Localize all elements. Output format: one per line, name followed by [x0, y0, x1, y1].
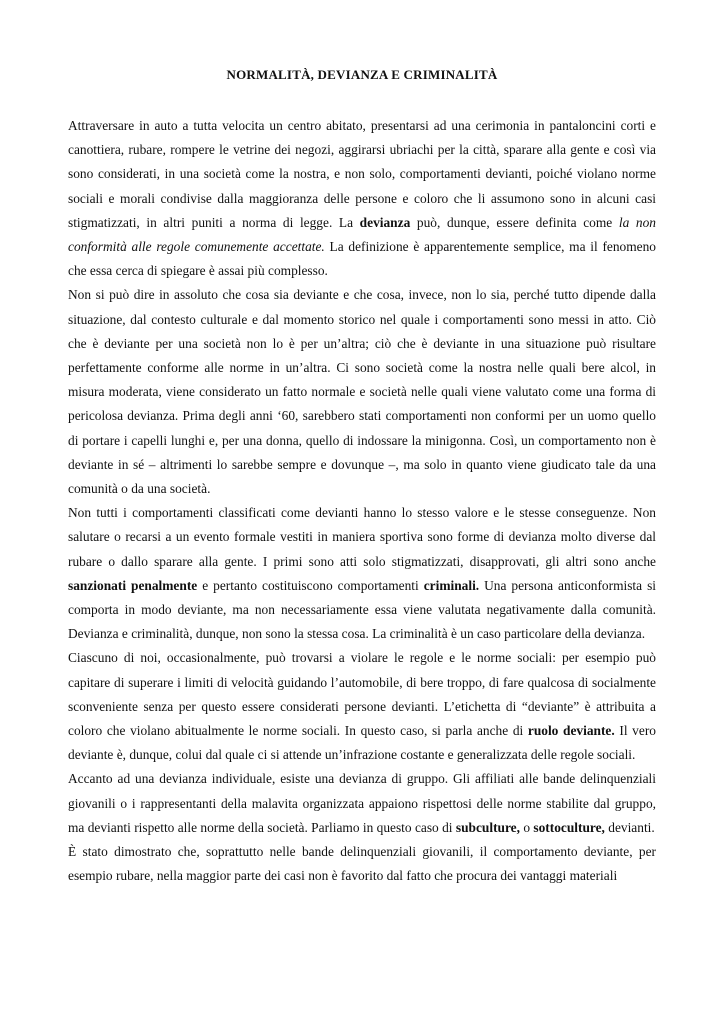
text-run: Accanto ad una devianza individuale, esiste una devianza di gruppo. Gli affiliati alle bande delinquenziali giovanili o i rappresentanti della malavita organizzata appaiono rispettosi delle norme stabilite dal gruppo, ma devianti rispetto alle norme della società. Parliamo in questo caso di: [68, 771, 656, 835]
bold-term: subculture,: [455, 819, 520, 835]
paragraph: [68, 501, 656, 646]
text-run: devianti.: [604, 819, 655, 835]
paragraph: [68, 283, 656, 501]
text-run: o: [519, 819, 534, 835]
paragraph: [68, 114, 656, 283]
text-run: Una persona anticonformista si comporta in modo deviante, ma non necessariamente essa viene valutata negativamente dalla comunità. Devianza e criminalità, dunque, non sono la stessa cosa. La criminalità è un caso particolare della devianza.: [68, 577, 657, 642]
bold-term: sanzionati penalmente: [68, 577, 198, 593]
text-run: Ciascuno di noi, occasionalmente, può trovarsi a violare le regole e le norme sociali: per esempio può capitare di superare i limiti di velocità guidando l’automobile, di bere troppo, di fare qualcosa di socialmente sconveniente senza per questo essere considerati persone devianti. L’etichetta di “deviante” è attribuita a coloro che violano abitualmente le norme sociali. In questo caso, si parla anche di: [68, 650, 656, 739]
paragraph: [68, 646, 656, 767]
italic-text: la non conformità alle regole comunemente accettate.: [68, 214, 656, 255]
text-run: Il vero deviante è, dunque, colui dal quale ci si attende un’infrazione costante e generalizzata delle regole sociali.: [68, 723, 656, 763]
bold-term: criminali.: [423, 577, 480, 593]
text-run: Attraversare in auto a tutta velocita un centro abitato, presentarsi ad una cerimonia in pantaloncini corti e canottiera, rubare, rompere le vetrine dei negozi, aggirarsi ubriachi per la città, sparare alla gente e così via sono considerati, in una società come la nostra, e non solo, comportamenti devianti, poiché violano norme sociali e morali condivise dalla maggioranza delle persone e coloro che li assumono sono in alcuni casi stigmatizzati, in altri puniti a norma di legge. La: [68, 118, 656, 230]
bold-term: sottoculture,: [533, 819, 605, 835]
text-run: La definizione è apparentemente semplice, ma il fenomeno che essa cerca di spiegare è assai più complesso.: [68, 239, 656, 279]
paragraph: [68, 767, 656, 840]
paragraph: [68, 840, 656, 888]
text-run: e pertanto costituiscono comportamenti: [197, 577, 424, 593]
text-run: può, dunque, essere definita come: [410, 214, 619, 230]
text-run: Non tutti i comportamenti classificati come devianti hanno lo stesso valore e le stesse conseguenze. Non salutare o recarsi a un evento formale vestiti in maniera sportiva sono forme di devianza molto diverse dal rubare o dallo sparare alla gente. I primi sono atti solo stigmatizzati, disapprovati, gli altri sono anche: [68, 505, 656, 569]
document-body: [68, 114, 656, 889]
document-title: NORMALITÀ, DEVIANZA E CRIMINALITÀ: [226, 67, 498, 82]
bold-term: devianza: [359, 214, 411, 230]
text-run: È stato dimostrato che, soprattutto nelle bande delinquenziali giovanili, il comportamento deviante, per esempio rubare, nella maggior parte dei casi non è favorito dal fatto che procura dei vantaggi materiali: [68, 844, 656, 884]
text-run: Non si può dire in assoluto che cosa sia deviante e che cosa, invece, non lo sia, perché tutto dipende dalla situazione, dal contesto culturale e dal momento storico nel quale i comportamenti sono messi in atto. Ciò che è deviante per una società non lo è per un’altra; ciò che è deviante in una situazione può risultare perfettamente conforme alle norme in un’altra. Ci sono società come la nostra nelle quali bere alcol, in misura moderata, viene considerato un fatto normale e società nelle quali viene valutato come una forma di pericolosa devianza. Prima degli anni ‘60, sarebbero stati comportamenti non conformi per un uomo quello di portare i capelli lunghi e, per una donna, quello di indossare la minigonna. Così, un comportamento non è deviante in sé – altrimenti lo sarebbe sempre e dovunque –, ma solo in quanto viene giudicato tale da una comunità o da una società.: [68, 287, 656, 497]
document-page: [68, 66, 656, 889]
bold-term: ruolo deviante.: [527, 723, 615, 739]
